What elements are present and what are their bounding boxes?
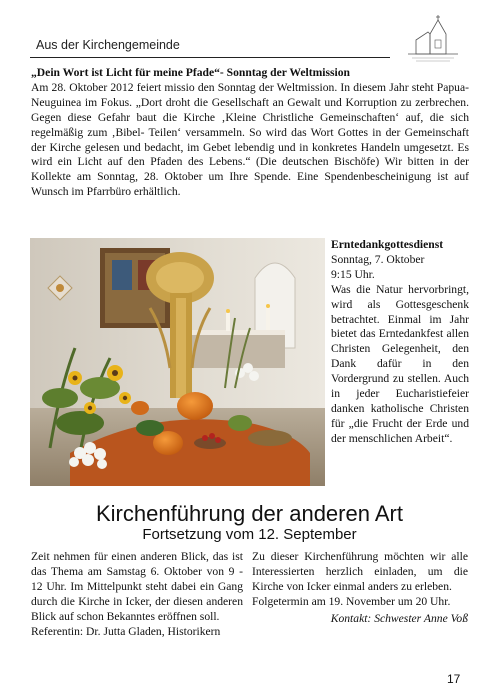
article2-right-column	[252, 550, 468, 627]
harvest-altar-photo	[30, 238, 325, 486]
sidebar-time: 9:15 Uhr.	[331, 267, 375, 281]
article2-contact: Kontakt: Schwester Anne Voß	[330, 611, 468, 625]
church-logo-icon	[402, 14, 464, 66]
article2-headline: Kirchenführung der anderen Art	[96, 501, 403, 526]
section-title: Aus der Kirchengemeinde	[36, 38, 180, 52]
article2-referent: Referentin: Dr. Jutta Gladen, Historikern	[31, 624, 221, 638]
article2-left-body: Zeit nehmen für einen anderen Blick, das ist das Thema am Samstag 6. Oktober von 9 - 12 Uhr. Im Mittelpunkt steht dabei ein Gang durch die Kirche in Icker, der diesen anderen Blick auf schon Bekanntes eröffnen soll.	[31, 550, 243, 623]
article-weltmission	[31, 66, 469, 200]
article2-right-body: Zu dieser Kirchenführung möchten wir alle Interessierten herzlich einladen, um die Kirche von Icker einmal anders zu erleben.	[252, 550, 468, 593]
header-rule	[30, 57, 390, 58]
sidebar-title: Erntedankgottesdienst	[331, 238, 444, 251]
sidebar-date: Sonntag, 7. Oktober	[331, 252, 425, 266]
article2-followup: Folgetermin am 19. November um 20 Uhr.	[252, 594, 451, 608]
article-body: Am 28. Oktober 2012 feiert missio den Sonntag der Weltmission. In diesem Jahr steht Papua- Neuguinea im Fokus. „Dort droht die Gesellschaft an Gewalt und Korruption zu zerbrechen. Gegen diese Gefahr baut die Kirche ‚Kleine Christliche Gemeinschaften‘ auf, die sich regelmäßig zum ‚Bibel- Teilen‘ versammeln. So wird das Wort Gottes in der Gemeinschaft der Kirche gelesen und bedacht, im Gebet lebendig und in konkretes Handeln umgesetzt. Es wird ein Licht auf den Pfaden des Lebens.“ (Die deutschen Bischöfe) Wir bitten in der Kollekte am Sonntag, 28. Oktober um Ihre Spende. Eine Spendenbescheinigung ist auf Wunsch im Pfarrbüro erhältlich.	[31, 80, 469, 199]
sidebar-body: Was die Natur hervorbringt, wird als Gottesgeschenk betrachtet. Einmal im Jahr bietet das Erntedankfest allen Christen Gelegenheit, den Dank dafür in den Vordergrund zu stellen. Auch in jeder Eucharistiefeier danken katholische Christen für „die Frucht der Erde und der menschlichen Arbeit“.	[331, 282, 469, 445]
erntedank-sidebar	[331, 238, 469, 447]
article2-left-column	[31, 550, 243, 639]
article-title: „Dein Wort ist Licht für meine Pfade“- Sonntag der Weltmission	[31, 66, 350, 79]
article2-subheadline: Fortsetzung vom 12. September	[142, 526, 357, 543]
page-number: 17	[447, 672, 461, 686]
